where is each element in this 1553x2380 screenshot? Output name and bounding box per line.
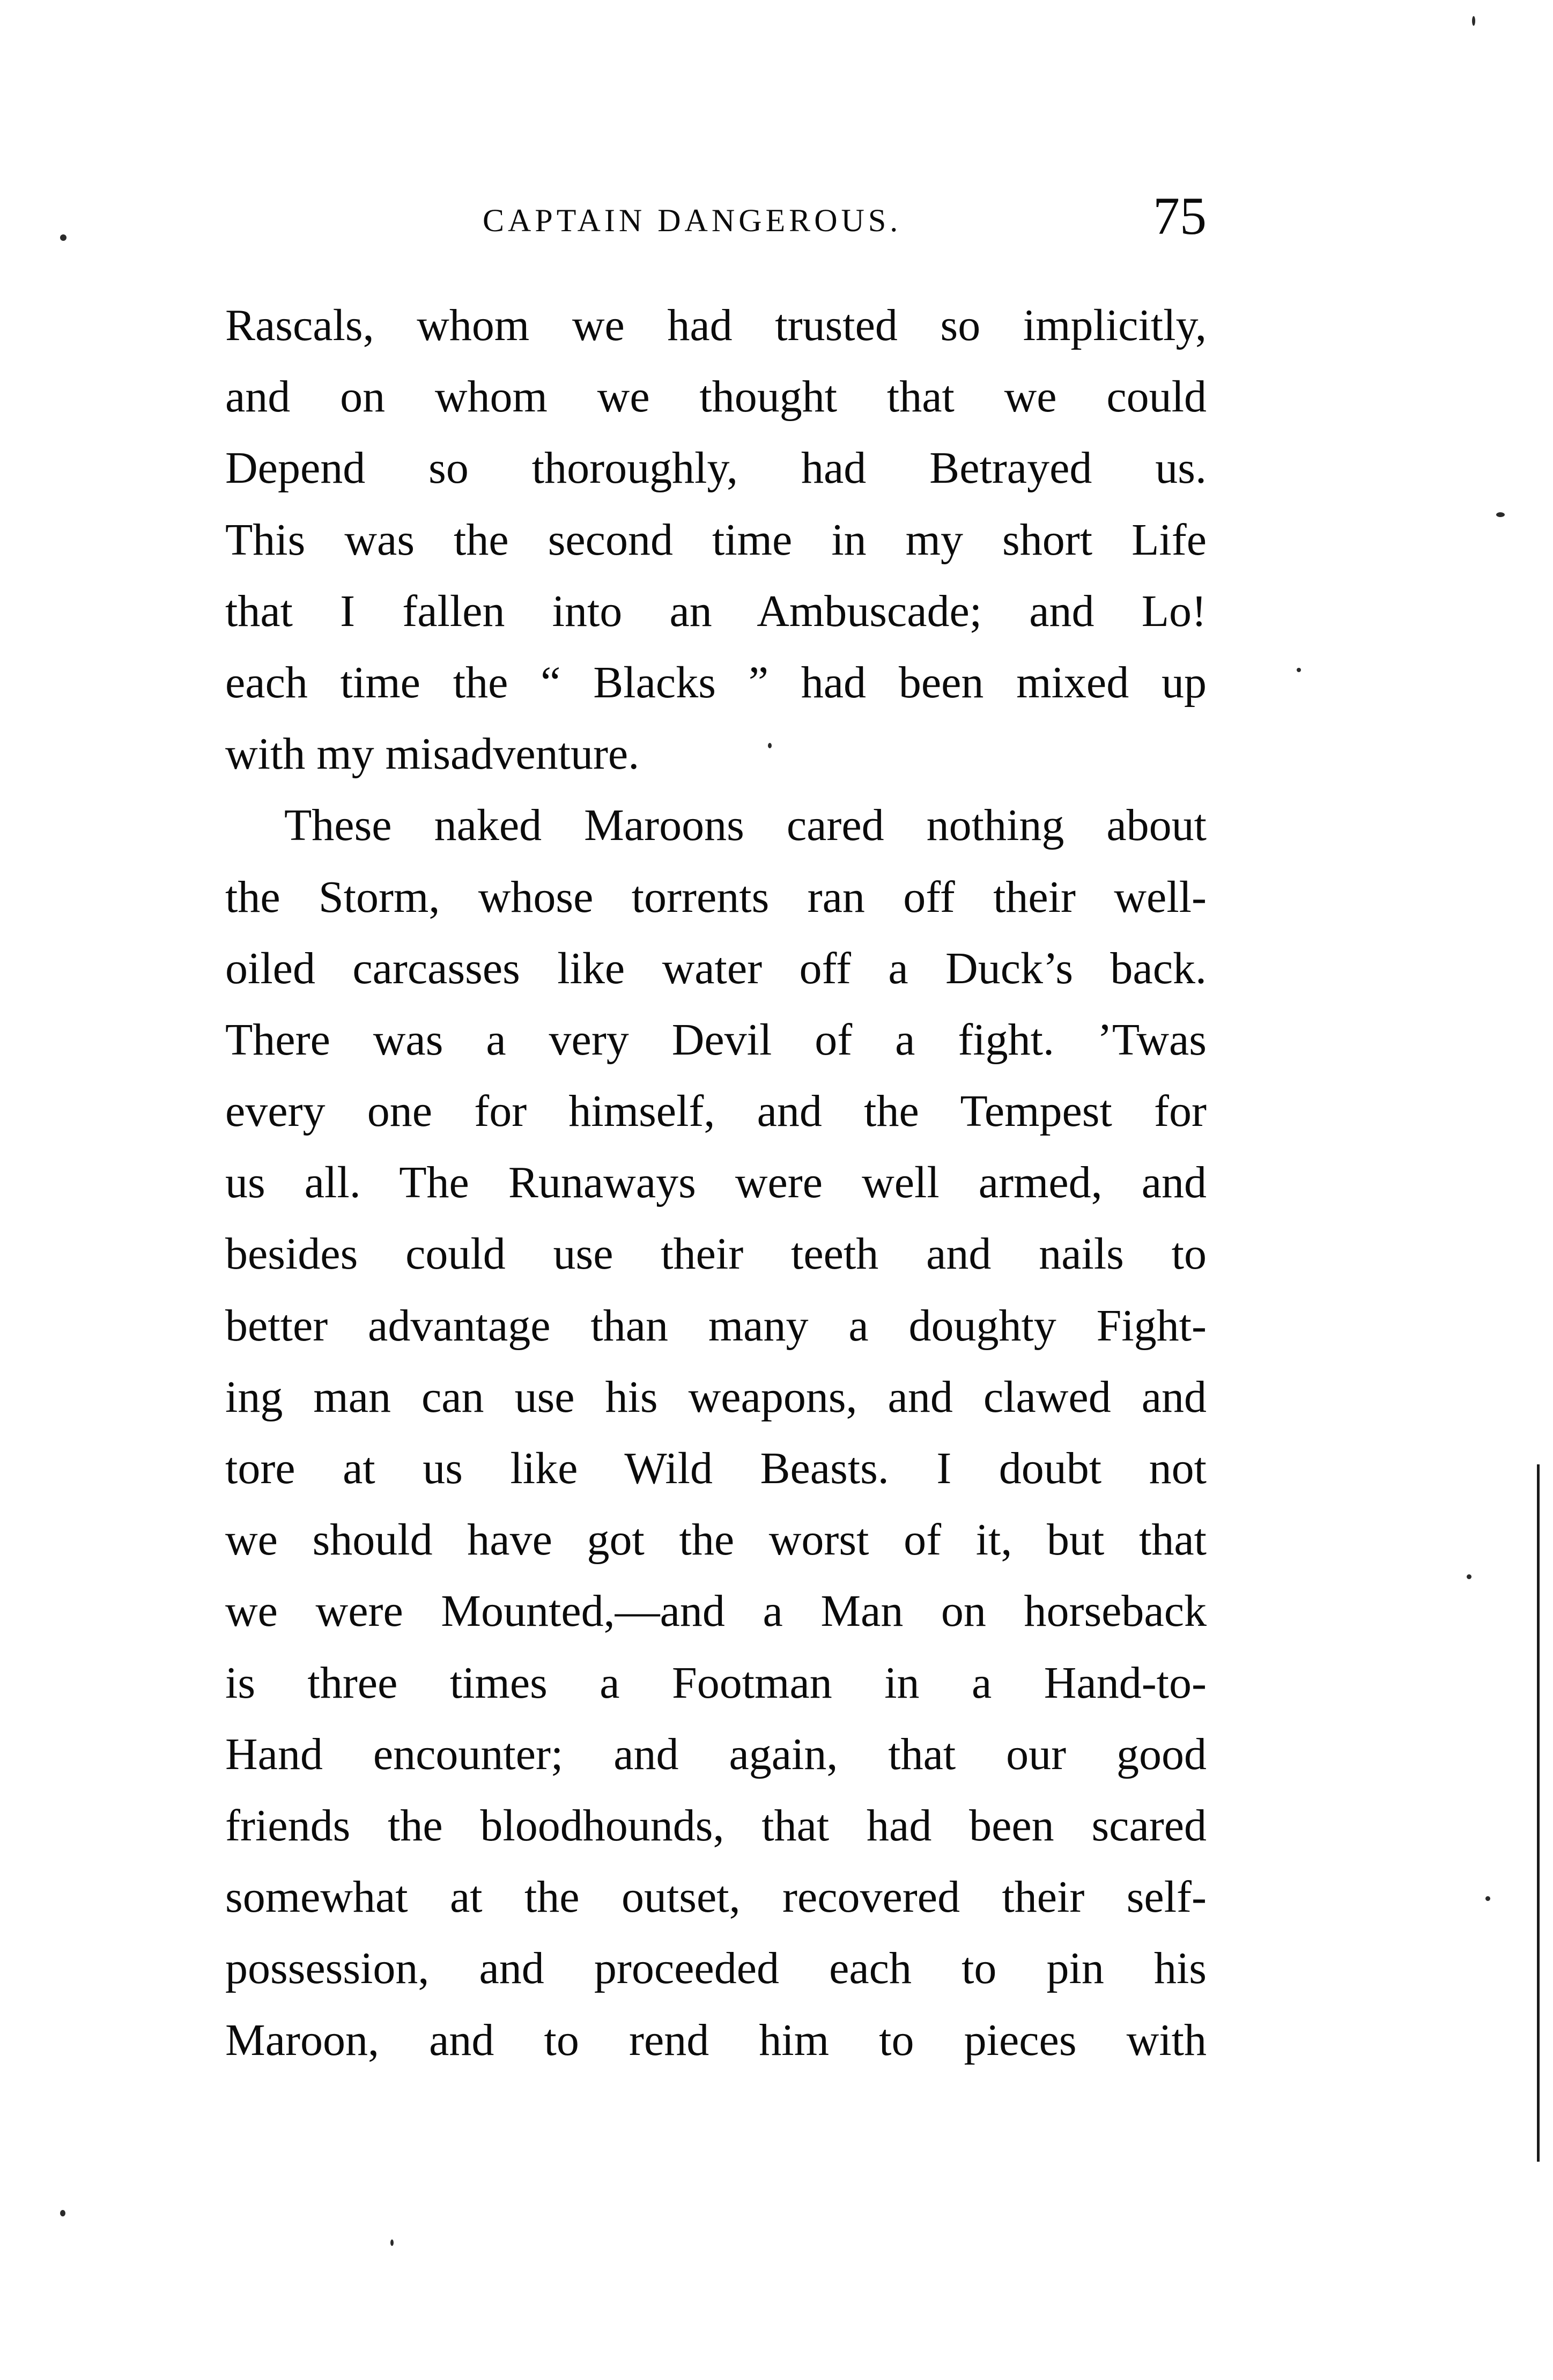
text-line: us all. The Runaways were well armed, and: [225, 1158, 1207, 1208]
text-line: possession, and proceeded each to pin his: [225, 1943, 1207, 1994]
scan-speck: [1297, 668, 1301, 672]
running-head: [225, 185, 1207, 255]
scan-speck: [1496, 512, 1505, 517]
scan-speck: [1467, 1574, 1471, 1579]
scan-speck: [768, 743, 772, 748]
text-line: each time the “ Blacks ” had been mixed up: [225, 657, 1207, 708]
text-line: ing man can use his weapons, and clawed and: [225, 1372, 1207, 1422]
text-line: is three times a Footman in a Hand-to-: [225, 1657, 1207, 1708]
text-line: and on whom we thought that we could: [225, 372, 1207, 422]
scan-speck: [60, 234, 66, 241]
page-edge-shadow: [1537, 1464, 1540, 2162]
text-line: This was the second time in my short Life: [225, 514, 1207, 565]
paragraph: [225, 790, 1207, 2075]
text-line: tore at us like Wild Beasts. I doubt not: [225, 1443, 1207, 1493]
text-line: better advantage than many a doughty Fight-: [225, 1300, 1207, 1351]
paragraph: [225, 290, 1207, 790]
running-title: CAPTAIN DANGEROUS.: [483, 203, 902, 238]
scan-speck: [60, 2210, 65, 2216]
text-line: Maroon, and to rend him to pieces with: [225, 2015, 1207, 2065]
text-line: besides could use their teeth and nails to: [225, 1229, 1207, 1279]
text-line: we should have got the worst of it, but that: [225, 1515, 1207, 1565]
text-line: Rascals, whom we had trusted so implicitly,: [225, 300, 1207, 350]
text-line: somewhat at the outset, recovered their self-: [225, 1872, 1207, 1922]
text-line: the Storm, whose torrents ran off their well-: [225, 872, 1207, 922]
text-line: oiled carcasses like water off a Duck’s back.: [225, 943, 1207, 993]
text-line: that I fallen into an Ambuscade; and Lo!: [225, 586, 1207, 636]
body-text: [225, 290, 1207, 2076]
text-line: There was a very Devil of a fight. ’Twas: [225, 1014, 1207, 1065]
text-line: These naked Maroons cared nothing about: [284, 800, 1207, 851]
text-line: with my misadventure.: [225, 729, 640, 779]
text-line: Depend so thoroughly, had Betrayed us.: [225, 443, 1207, 493]
text-line: we were Mounted,—and a Man on horseback: [225, 1586, 1207, 1637]
text-line: Hand encounter; and again, that our good: [225, 1729, 1207, 1779]
scan-speck: [1485, 1896, 1490, 1901]
page-number: 75: [1153, 186, 1207, 246]
scan-speck: [1472, 16, 1475, 26]
text-line: every one for himself, and the Tempest for: [225, 1086, 1207, 1137]
text-line: friends the bloodhounds, that had been scared: [225, 1800, 1207, 1851]
scan-speck: [390, 2239, 394, 2246]
